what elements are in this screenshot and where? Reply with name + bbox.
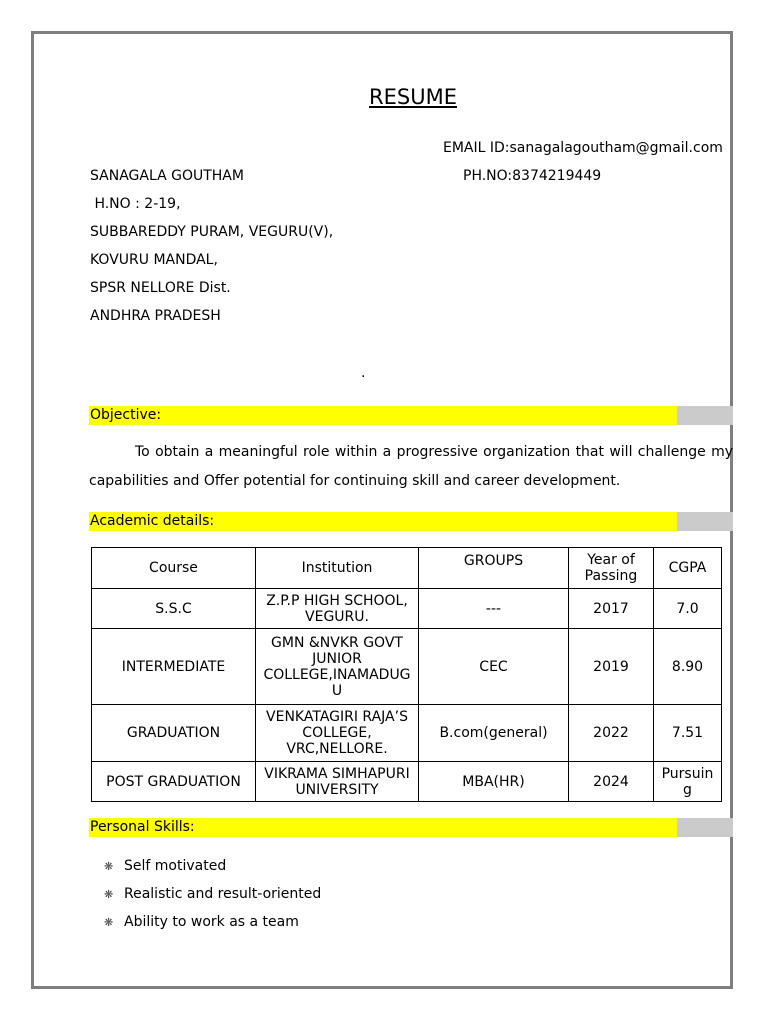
cell-course: POST GRADUATION (92, 762, 256, 802)
header-year: Year of Passing (569, 548, 654, 589)
cell-course: INTERMEDIATE (92, 629, 256, 705)
skills-heading-bar (89, 818, 733, 837)
list-item: ❋ Ability to work as a team (104, 914, 299, 930)
cell-cgpa: 7.0 (654, 589, 722, 629)
cell-year: 2017 (569, 589, 654, 629)
asterisk-bullet-icon: ❋ (104, 859, 114, 873)
phone-line: PH.NO:8374219449 (463, 168, 602, 184)
table-row (92, 589, 722, 629)
table-row (92, 762, 722, 802)
separator-dot: . (361, 365, 366, 381)
header-cgpa: CGPA (654, 548, 722, 589)
address-line-2: SUBBAREDDY PURAM, VEGURU(V), (90, 224, 334, 240)
table-row (92, 705, 722, 762)
header-groups: GROUPS (419, 548, 569, 589)
cell-course: GRADUATION (92, 705, 256, 762)
table-row (92, 629, 722, 705)
cell-institution: VENKATAGIRI RAJA’S COLLEGE, VRC,NELLORE. (256, 705, 419, 762)
skills-list (104, 852, 321, 936)
cell-course: S.S.C (92, 589, 256, 629)
asterisk-bullet-icon: ❋ (104, 915, 114, 929)
header-course: Course (92, 548, 256, 589)
cell-institution: VIKRAMA SIMHAPURI UNIVERSITY (256, 762, 419, 802)
skills-heading: Personal Skills: (90, 819, 195, 835)
cell-year: 2024 (569, 762, 654, 802)
cell-institution: GMN &NVKR GOVT JUNIOR COLLEGE,INAMADUG U (256, 629, 419, 705)
list-item: ❋ Realistic and result-oriented (104, 886, 322, 902)
list-item: ❋ Self motivated (104, 858, 227, 874)
cell-groups: B.com(general) (419, 705, 569, 762)
objective-heading-bar (89, 406, 733, 425)
cell-year: 2022 (569, 705, 654, 762)
candidate-name: SANAGALA GOUTHAM (90, 168, 244, 184)
academic-heading-bar (89, 512, 733, 531)
cell-cgpa: Pursuin g (654, 762, 722, 802)
email-line: EMAIL ID:sanagalagoutham@gmail.com (443, 140, 723, 156)
resume-title: RESUME (369, 85, 457, 109)
table-header-row (92, 548, 722, 589)
academic-table (91, 547, 722, 802)
cell-institution: Z.P.P HIGH SCHOOL, VEGURU. (256, 589, 419, 629)
address-line-3: KOVURU MANDAL, (90, 252, 218, 268)
cell-cgpa: 7.51 (654, 705, 722, 762)
cell-groups: MBA(HR) (419, 762, 569, 802)
cell-cgpa: 8.90 (654, 629, 722, 705)
cell-year: 2019 (569, 629, 654, 705)
header-institution: Institution (256, 548, 419, 589)
cell-groups: --- (419, 589, 569, 629)
address-line-4: SPSR NELLORE Dist. (90, 280, 231, 296)
objective-text: To obtain a meaningful role within a progressive organization that will challenge my capabilities and Offer potential for continuing skill and career development. (89, 444, 733, 489)
address-line-1: H.NO : 2-19, (90, 196, 181, 212)
cell-groups: CEC (419, 629, 569, 705)
asterisk-bullet-icon: ❋ (104, 887, 114, 901)
address-line-5: ANDHRA PRADESH (90, 308, 221, 324)
academic-heading: Academic details: (90, 513, 215, 529)
objective-heading: Objective: (90, 407, 162, 423)
